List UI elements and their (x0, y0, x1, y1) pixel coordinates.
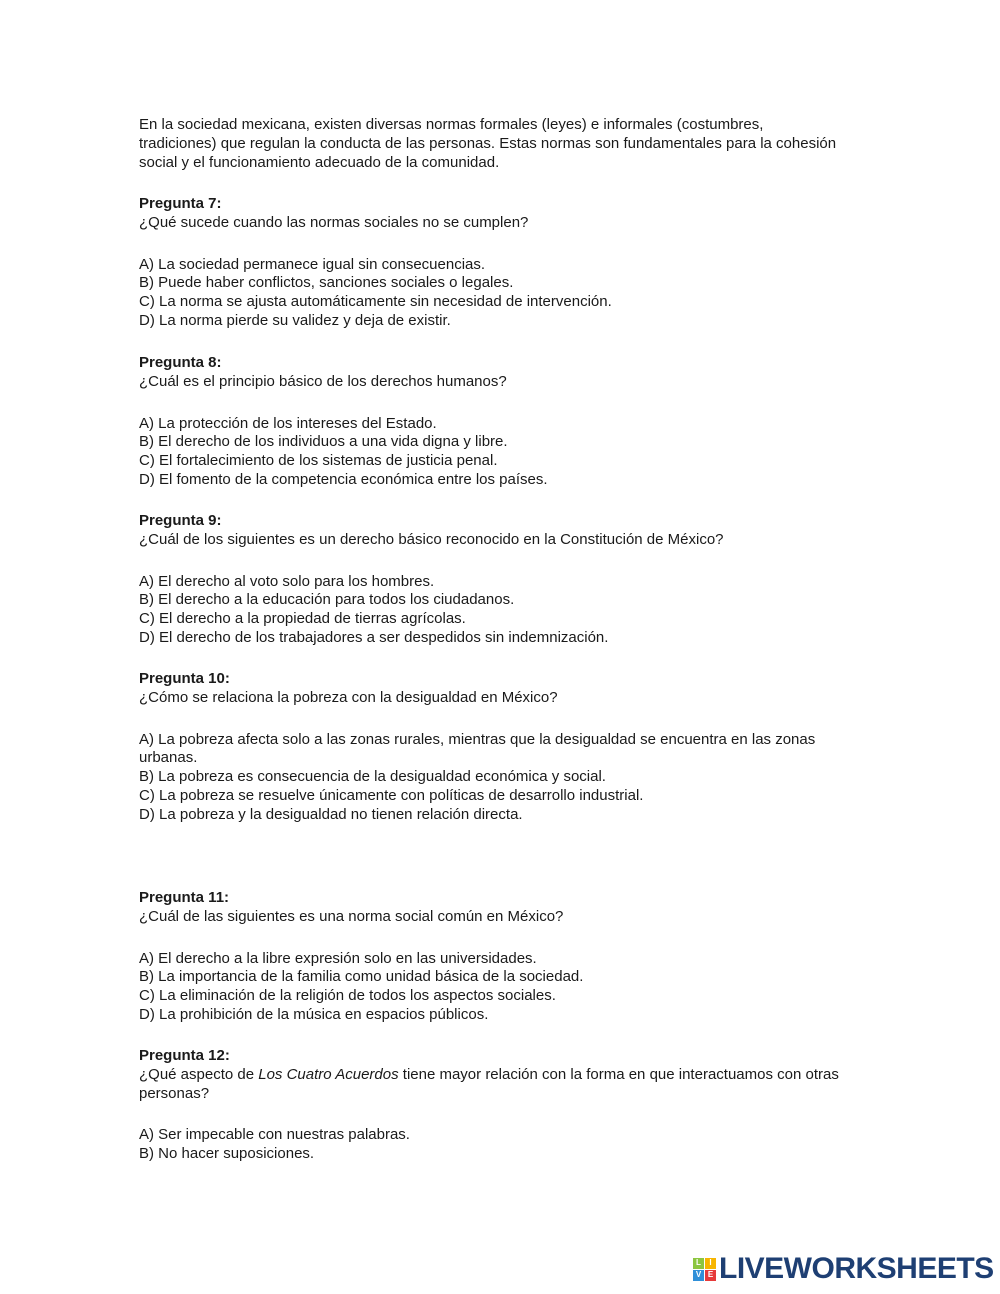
question-text: ¿Cuál es el principio básico de los derechos humanos? (139, 372, 507, 390)
option-d: D) El fomento de la competencia económica entre los países. (139, 470, 548, 488)
option-b: B) La pobreza es consecuencia de la desigualdad económica y social. (139, 768, 606, 786)
option-b: B) El derecho de los individuos a una vida digna y libre. (139, 433, 508, 451)
option-d: D) La norma pierde su validez y deja de existir. (139, 311, 451, 329)
option-c: C) El derecho a la propiedad de tierras agrícolas. (139, 610, 466, 628)
intro-paragraph: En la sociedad mexicana, existen diversas normas formales (leyes) e informales (costumbres, tradiciones) que regulan la conducta de las personas. Estas normas son fundamentales para la cohesión social y el funcionamiento adecuado de la comunidad. (139, 116, 837, 171)
logo-tile: V (693, 1270, 704, 1281)
options-list (139, 731, 839, 825)
question-9 (139, 512, 839, 648)
options-list (139, 256, 839, 331)
option-c: C) El fortalecimiento de los sistemas de justicia penal. (139, 452, 498, 470)
question-title: Pregunta 11: (139, 889, 230, 906)
question-title: Pregunta 12: (139, 1047, 230, 1064)
question-10 (139, 670, 839, 825)
option-c: C) La norma se ajusta automáticamente sin necesidad de intervención. (139, 293, 612, 311)
question-text: ¿Cómo se relaciona la pobreza con la desigualdad en México? (139, 688, 558, 706)
option-a: A) Ser impecable con nuestras palabras. (139, 1126, 410, 1144)
option-c: C) La eliminación de la religión de todos los aspectos sociales. (139, 987, 556, 1005)
option-b: B) No hacer suposiciones. (139, 1145, 315, 1163)
options-list (139, 415, 839, 490)
question-title: Pregunta 8: (139, 354, 222, 371)
question-text: ¿Cuál de los siguientes es un derecho básico reconocido en la Constitución de México? (139, 530, 724, 548)
option-d: D) El derecho de los trabajadores a ser despedidos sin indemnización. (139, 628, 609, 646)
question-title: Pregunta 7: (139, 195, 222, 212)
question-text-start: ¿Qué aspecto de (139, 1065, 259, 1083)
option-a: A) El derecho a la libre expresión solo en las universidades. (139, 949, 537, 967)
logo-tiles-icon (693, 1258, 716, 1281)
option-b: B) El derecho a la educación para todos los ciudadanos. (139, 591, 515, 609)
question-11 (139, 889, 839, 1025)
logo-tile: L (693, 1258, 704, 1269)
logo-tile: E (705, 1270, 716, 1281)
option-a: A) La sociedad permanece igual sin consecuencias. (139, 255, 486, 273)
option-a: A) El derecho al voto solo para los hombres. (139, 572, 435, 590)
options-list (139, 1126, 839, 1164)
question-text-end: tiene mayor relación con la forma en que interactuamos con otras personas? (139, 1065, 839, 1102)
options-list (139, 573, 839, 648)
question-7 (139, 195, 839, 331)
logo-wordmark: LIVEWORKSHEETS (719, 1252, 994, 1285)
question-title: Pregunta 10: (139, 670, 230, 687)
liveworksheets-logo (693, 1254, 994, 1284)
option-b: B) Puede haber conflictos, sanciones sociales o legales. (139, 274, 514, 292)
option-d: D) La pobreza y la desigualdad no tienen relación directa. (139, 805, 523, 823)
option-c: C) La pobreza se resuelve únicamente con políticas de desarrollo industrial. (139, 786, 644, 804)
option-b: B) La importancia de la familia como unidad básica de la sociedad. (139, 968, 584, 986)
option-a: A) La pobreza afecta solo a las zonas rurales, mientras que la desigualdad se encuentra en las zonas urbanas. (139, 730, 816, 767)
question-12 (139, 1047, 839, 1164)
question-8 (139, 354, 839, 490)
question-text: ¿Cuál de las siguientes es una norma social común en México? (139, 907, 564, 925)
logo-tile: I (705, 1258, 716, 1269)
option-a: A) La protección de los intereses del Estado. (139, 414, 437, 432)
book-title: Los Cuatro Acuerdos (258, 1065, 399, 1083)
question-title: Pregunta 9: (139, 512, 222, 529)
question-text: ¿Qué sucede cuando las normas sociales no se cumplen? (139, 213, 529, 231)
option-d: D) La prohibición de la música en espacios públicos. (139, 1005, 489, 1023)
question-text (139, 1066, 839, 1104)
options-list (139, 950, 839, 1025)
